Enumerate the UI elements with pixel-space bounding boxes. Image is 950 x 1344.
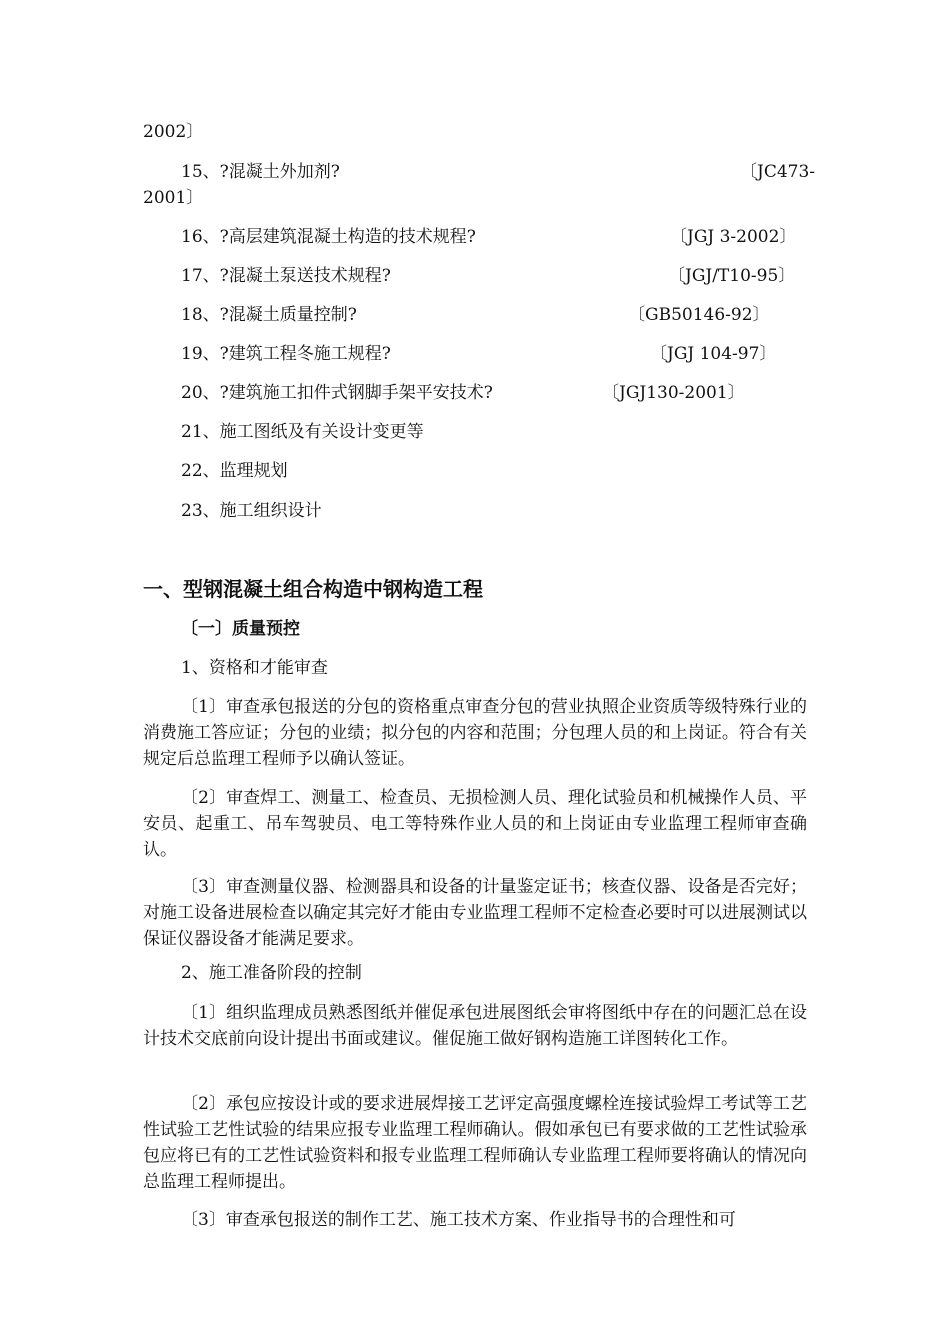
paragraph-4: 〔1〕组织监理成员熟悉图纸并催促承包进展图纸会审将图纸中存在的问题汇总在设计技术交底前向设计提出书面或建议。催促施工做好钢构造施工详图转化工作。 bbox=[143, 1003, 807, 1049]
ref-item-21: 21、施工图纸及有关设计变更等 bbox=[181, 422, 424, 442]
ref-item-17: 17、?混凝土泵送技术规程? bbox=[181, 266, 391, 286]
ref-item-23: 23、施工组织设计 bbox=[181, 501, 322, 521]
ref-item-16: 16、?高层建筑混凝土构造的技术规程? bbox=[181, 227, 476, 247]
ref-item-15-tail: 2001〕 bbox=[143, 188, 204, 208]
paragraph-5: 〔2〕承包应按设计或的要求进展焊接工艺评定高强度螺栓连接试验焊工考试等工艺性试验工艺性试验的结果应报专业监理工程师确认。假如承包已有要求做的工艺性试验承包应将已有的工艺性试验资料和报专业监理工程师确认专业监理工程师要将确认的情况向总监理工程师提出。 bbox=[143, 1094, 807, 1192]
item-heading-2: 2、施工准备阶段的控制 bbox=[181, 963, 362, 983]
ref-code-18: 〔GB50146-92〕 bbox=[628, 305, 770, 325]
ref-item-22: 22、监理规划 bbox=[181, 461, 288, 481]
paragraph-6: 〔3〕审查承包报送的制作工艺、施工技术方案、作业指导书的合理性和可 bbox=[181, 1210, 736, 1230]
paragraph-1: 〔1〕审查承包报送的分包的资格重点审查分包的营业执照企业资质等级特殊行业的消费施工答应证；分包的业绩；拟分包的内容和范围；分包理人员的和上岗证。符合有关规定后总监理工程师予以确认签证。 bbox=[143, 697, 807, 769]
ref-item-18: 18、?混凝土质量控制? bbox=[181, 305, 357, 325]
ref-item-20: 20、?建筑施工扣件式钢脚手架平安技术? bbox=[181, 383, 493, 403]
paragraph-3: 〔3〕审查测量仪器、检测器具和设备的计量鉴定证书；核查仪器、设备是否完好；对施工设备进展检查以确定其完好才能由专业监理工程师不定检查必要时可以进展测试以保证仪器设备才能满足要求。 bbox=[143, 877, 807, 949]
ref-item-15: 15、?混凝土外加剂? bbox=[181, 162, 340, 182]
section-heading: 一、型钢混凝土组合构造中钢构造工程 bbox=[143, 577, 483, 601]
subsection-heading: 〔一〕质量预控 bbox=[181, 619, 300, 639]
ref-line-14-tail: 2002〕 bbox=[143, 122, 204, 142]
ref-code-15: 〔JC473- bbox=[740, 162, 816, 182]
ref-code-20: 〔JGJ130-2001〕 bbox=[602, 383, 745, 403]
ref-code-17: 〔JGJ/T10-95〕 bbox=[668, 266, 796, 286]
ref-item-19: 19、?建筑工程冬施工规程? bbox=[181, 344, 391, 364]
paragraph-2: 〔2〕审查焊工、测量工、检查员、无损检测人员、理化试验员和机械操作人员、平安员、起重工、吊车驾驶员、电工等特殊作业人员的和上岗证由专业监理工程师审查确认。 bbox=[143, 788, 807, 860]
ref-code-19: 〔JGJ 104-97〕 bbox=[650, 344, 777, 364]
ref-code-16: 〔JGJ 3-2002〕 bbox=[670, 227, 797, 247]
item-heading-1: 1、资格和才能审查 bbox=[181, 658, 328, 678]
